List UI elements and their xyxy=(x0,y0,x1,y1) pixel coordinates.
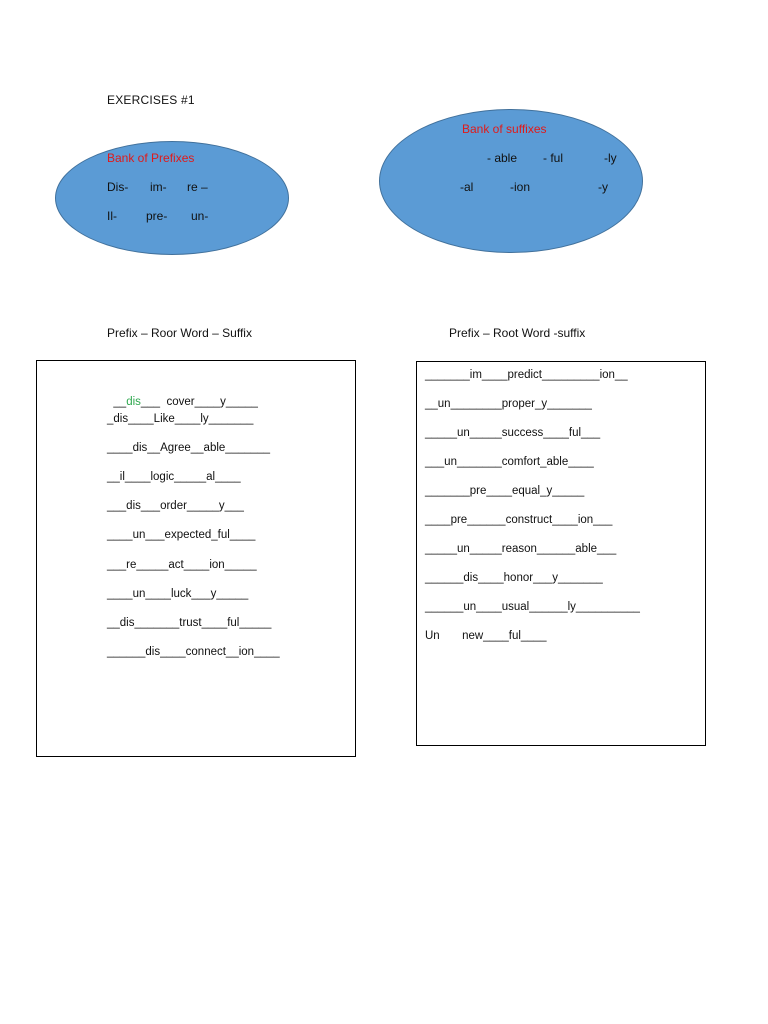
right-exercise-line: ______un____usual______ly__________ xyxy=(425,601,640,613)
right-exercise-line: _____un_____success____ful___ xyxy=(425,427,601,439)
left-exercise-line: ______dis____connect__ion____ xyxy=(107,646,280,658)
prefix-un: un- xyxy=(191,209,209,223)
prefix-pre: pre- xyxy=(146,209,168,223)
suffix-bank-title: Bank of suffixes xyxy=(462,122,547,136)
suffix-ful: - ful xyxy=(543,151,564,165)
suffix-y: -y xyxy=(598,180,608,194)
suffix-ion: -ion xyxy=(510,180,531,194)
left-exercise-line: ____un___expected_ful____ xyxy=(107,529,256,541)
right-exercise-line: _______im____predict_________ion__ xyxy=(425,369,628,381)
suffix-ly: -ly xyxy=(604,151,617,165)
prefix-im: im- xyxy=(150,180,167,194)
right-exercise-line: Un new____ful____ xyxy=(425,630,547,642)
line-rest: ___ cover____y_____ xyxy=(140,396,258,408)
prefix-dis: Dis- xyxy=(107,180,129,194)
left-exercise-line: _dis____Like____ly_______ xyxy=(107,413,254,425)
left-exercise-line: ____dis__Agree__able_______ xyxy=(107,442,271,454)
left-column-heading: Prefix – Roor Word – Suffix xyxy=(107,326,252,340)
example-answer: dis xyxy=(126,396,141,408)
suffix-al: -al xyxy=(460,180,474,194)
left-exercise-line: ____un____luck___y_____ xyxy=(107,588,249,600)
left-exercise-line: __dis_______trust____ful_____ xyxy=(107,617,272,629)
right-exercise-line: _______pre____equal_y_____ xyxy=(425,485,585,497)
left-exercise-line: ___dis___order_____y___ xyxy=(107,500,244,512)
left-exercise-line: __il____logic_____al____ xyxy=(107,471,241,483)
left-exercise-line: ___re_____act____ion_____ xyxy=(107,559,257,571)
right-exercise-line: ______dis____honor___y_______ xyxy=(425,572,603,584)
right-exercise-line: ___un_______comfort_able____ xyxy=(425,456,594,468)
suffix-able: - able xyxy=(487,151,518,165)
page-title: EXERCISES #1 xyxy=(107,93,195,107)
right-exercise-line: __un________proper_y_______ xyxy=(425,398,592,410)
right-column-heading: Prefix – Root Word -suffix xyxy=(449,326,586,340)
right-exercise-line: ____pre______construct____ion___ xyxy=(425,514,613,526)
left-exercise-line-1 xyxy=(107,384,258,408)
right-exercise-line: _____un_____reason______able___ xyxy=(425,543,617,555)
prefix-bank-title: Bank of Prefixes xyxy=(107,151,195,165)
prefix-re: re – xyxy=(187,180,208,194)
line-lead: __ xyxy=(113,396,127,408)
prefix-il: Il- xyxy=(107,209,117,223)
